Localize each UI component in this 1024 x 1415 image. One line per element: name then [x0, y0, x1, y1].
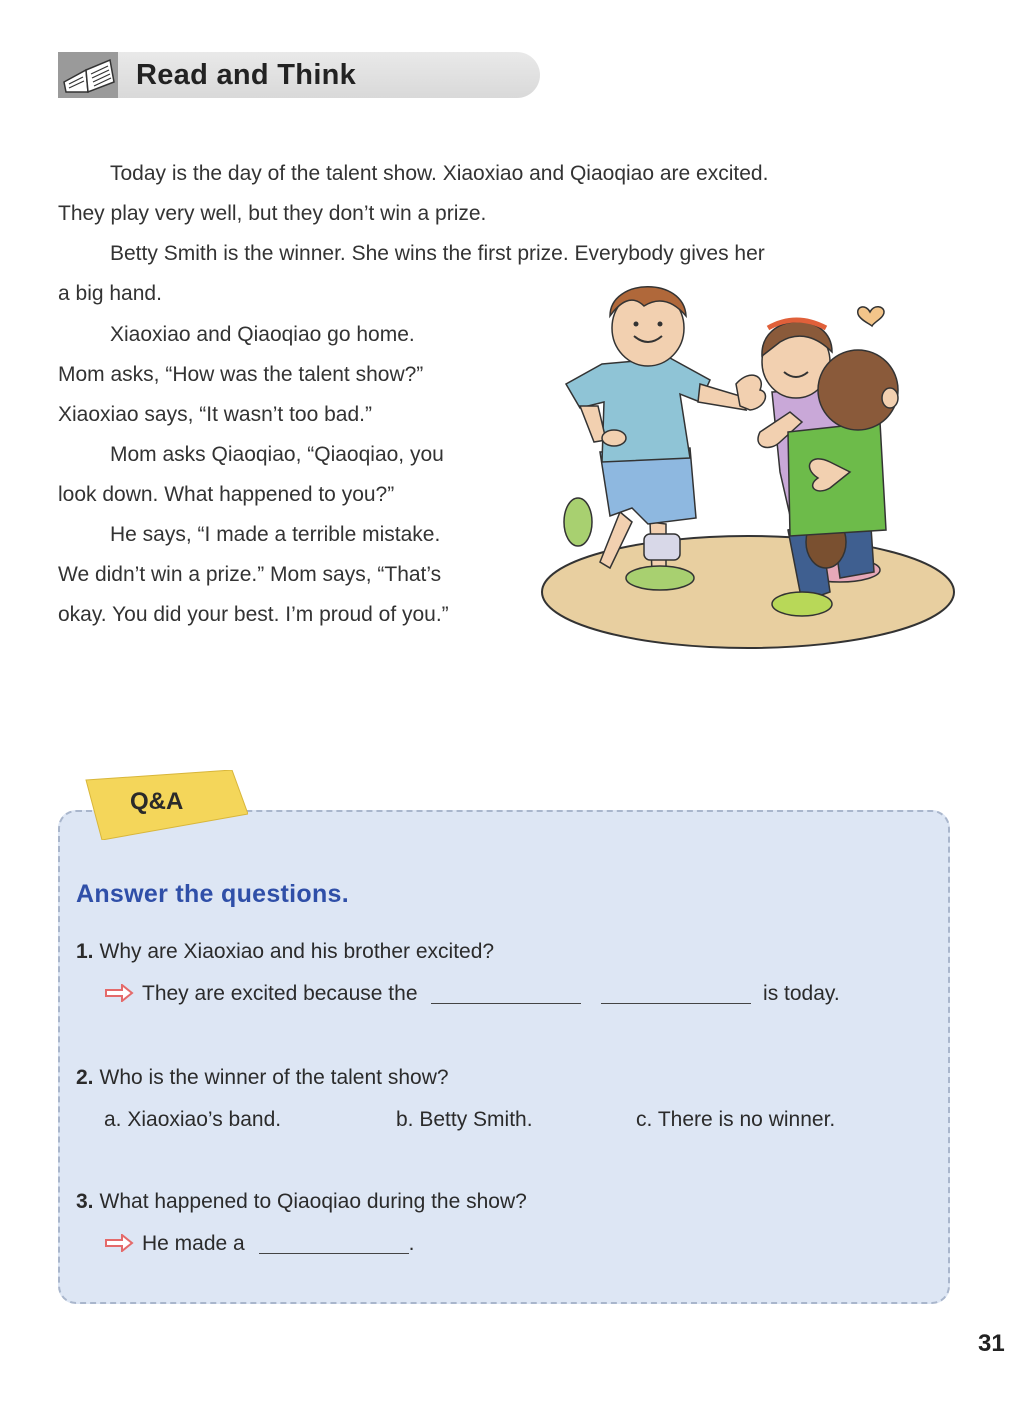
- answer-1: [104, 982, 840, 1006]
- question-3: [76, 1190, 527, 1214]
- answer-suffix: is today.: [763, 982, 840, 1005]
- option-letter: c.: [636, 1108, 653, 1131]
- open-book-icon: [58, 52, 118, 98]
- question-number: 2.: [76, 1066, 94, 1089]
- question-number: 3.: [76, 1190, 94, 1213]
- question-2: [76, 1066, 449, 1090]
- story-line: okay. You did your best. I’m proud of you.”: [58, 603, 449, 626]
- children-illustration: [540, 272, 960, 658]
- section-header: [58, 52, 540, 98]
- qa-heading: Answer the questions.: [76, 880, 350, 908]
- story-line: Xiaoxiao and Qiaoqiao go home.: [110, 323, 415, 346]
- answer-blank-1b[interactable]: [601, 983, 751, 1004]
- page-number: 31: [978, 1330, 1005, 1357]
- question-text: Who is the winner of the talent show?: [99, 1066, 449, 1089]
- page-title: Read and Think: [136, 59, 357, 91]
- answer-prefix: They are excited because the: [142, 982, 418, 1005]
- story-line: Mom asks, “How was the talent show?”: [58, 363, 424, 386]
- option-text: There is no winner.: [657, 1108, 836, 1131]
- arrow-icon: [104, 984, 134, 1002]
- story-line: He says, “I made a terrible mistake.: [110, 523, 441, 546]
- answer-suffix: .: [408, 1232, 415, 1255]
- option-letter: a.: [104, 1108, 122, 1131]
- story-line: We didn’t win a prize.” Mom says, “That’s: [58, 563, 442, 586]
- story-line: They play very well, but they don’t win a prize.: [58, 202, 487, 225]
- question-text: Why are Xiaoxiao and his brother excited?: [99, 940, 495, 963]
- answer-prefix: He made a: [142, 1232, 245, 1255]
- story-line: Betty Smith is the winner. She wins the first prize. Everybody gives her: [110, 242, 765, 265]
- story-line: Mom asks Qiaoqiao, “Qiaoqiao, you: [110, 443, 444, 466]
- option-letter: b.: [396, 1108, 414, 1131]
- option-text: Xiaoxiao’s band.: [127, 1108, 282, 1131]
- story-line: Xiaoxiao says, “It wasn’t too bad.”: [58, 403, 372, 426]
- question-number: 1.: [76, 940, 94, 963]
- option-b[interactable]: [396, 1108, 533, 1132]
- option-c[interactable]: [636, 1108, 835, 1132]
- option-text: Betty Smith.: [419, 1108, 533, 1131]
- option-a[interactable]: [104, 1108, 281, 1132]
- arrow-icon: [104, 1234, 134, 1252]
- answer-blank-1a[interactable]: [431, 983, 581, 1004]
- story-line: a big hand.: [58, 282, 162, 305]
- answer-blank-3[interactable]: [259, 1233, 409, 1254]
- story-line: Today is the day of the talent show. Xiaoxiao and Qiaoqiao are excited.: [110, 162, 769, 185]
- story-line: look down. What happened to you?”: [58, 483, 395, 506]
- answer-3: [104, 1232, 414, 1256]
- question-1: [76, 940, 494, 964]
- qa-tag-label: Q&A: [130, 788, 184, 815]
- question-text: What happened to Qiaoqiao during the show?: [99, 1190, 527, 1213]
